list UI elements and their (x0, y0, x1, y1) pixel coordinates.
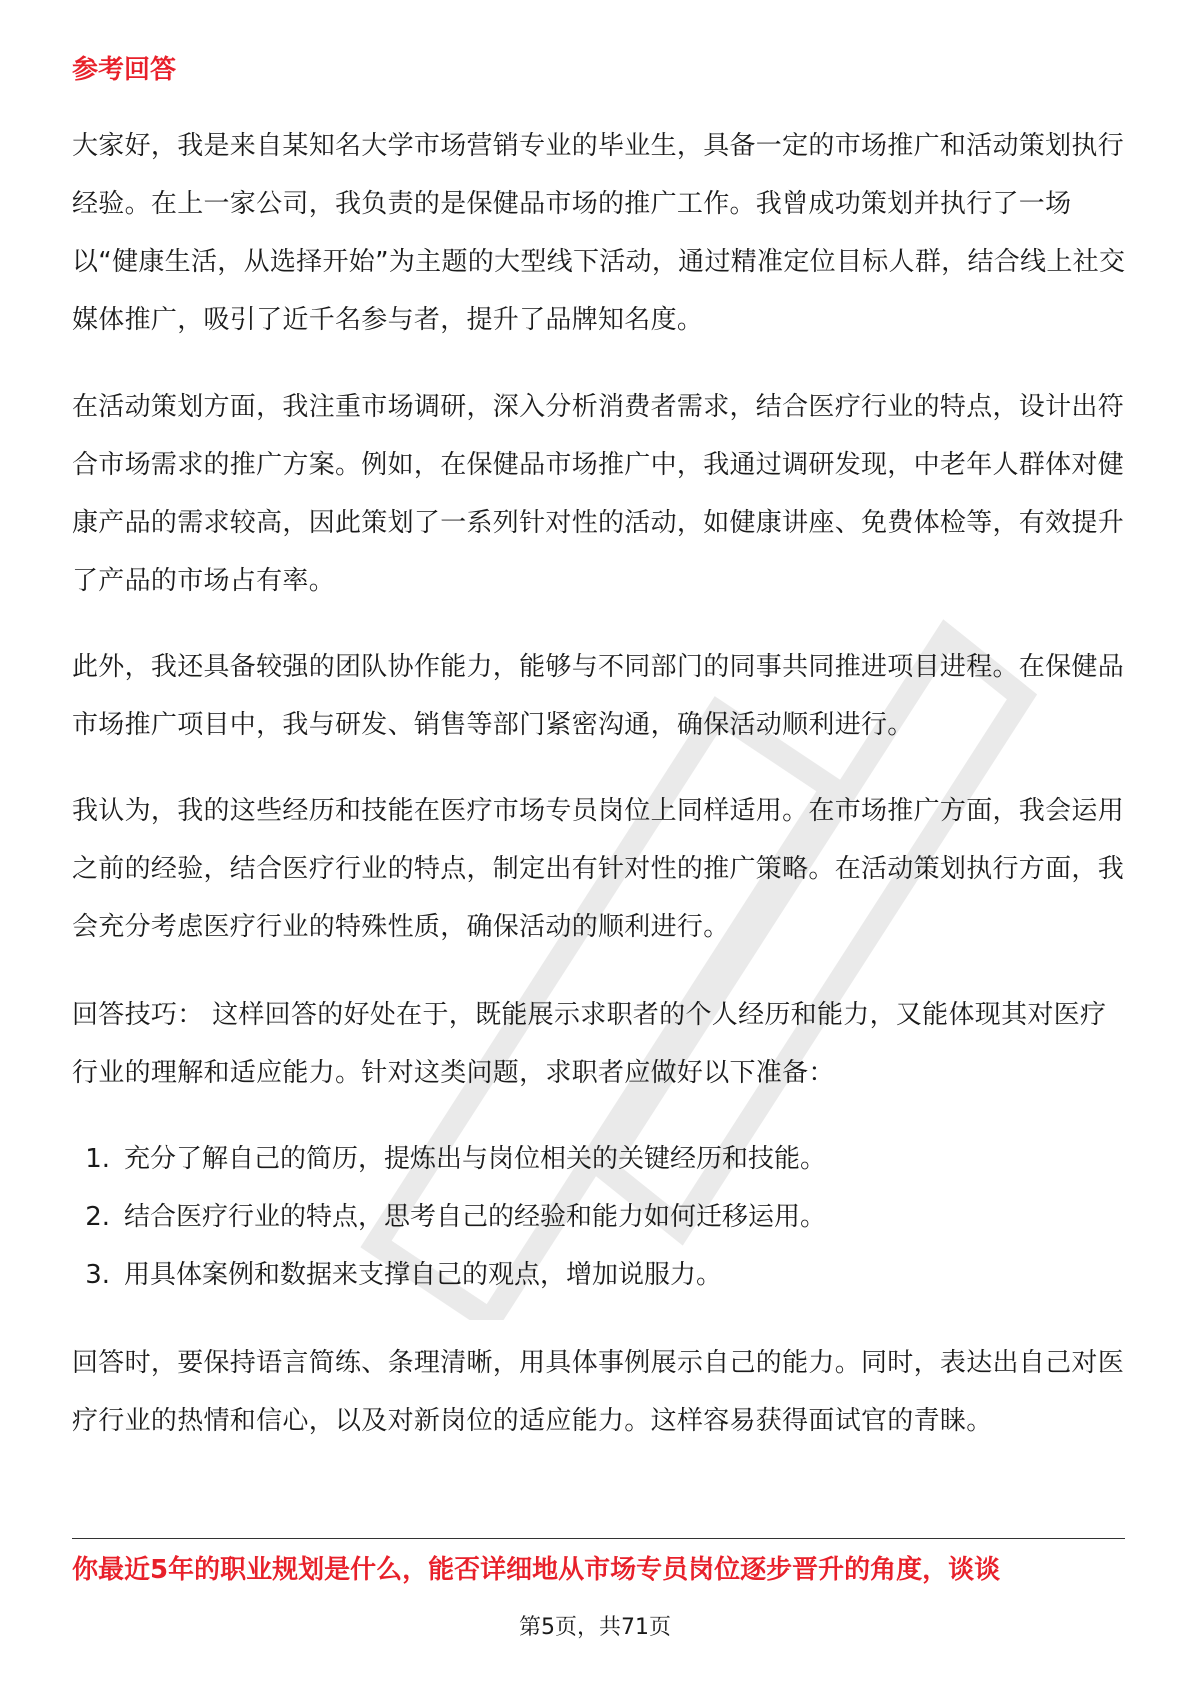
list-item-number: 2. (85, 1202, 110, 1232)
page-number: 第5页，共71页 (519, 1615, 671, 1640)
section-divider (72, 1538, 1125, 1539)
list-item-number: 3. (85, 1260, 110, 1290)
list-item (72, 1188, 1127, 1246)
answer-tips-intro: 回答技巧： 这样回答的好处在于，既能展示求职者的个人经历和能力，又能体现其对医疗行业的理解和适应能力。针对这类问题，求职者应做好以下准备： (72, 1000, 1107, 1088)
tips-list (72, 1130, 1127, 1304)
list-item-number: 1. (85, 1144, 110, 1174)
list-item-text: 结合医疗行业的特点，思考自己的经验和能力如何迁移运用。 (124, 1202, 827, 1232)
list-item (72, 1246, 1127, 1304)
list-item-text: 用具体案例和数据来支撑自己的观点，增加说服力。 (124, 1260, 723, 1290)
answer-paragraph-2: 在活动策划方面，我注重市场调研，深入分析消费者需求，结合医疗行业的特点，设计出符合市场需求的推广方案。例如，在保健品市场推广中，我通过调研发现，中老年人群体对健康产品的需求较高，因此策划了一系列针对性的活动，如健康讲座、免费体检等，有效提升了产品的市场占有率。 (72, 392, 1125, 596)
answer-paragraph-3: 此外，我还具备较强的团队协作能力，能够与不同部门的同事共同推进项目进程。在保健品市场推广项目中，我与研发、销售等部门紧密沟通，确保活动顺利进行。 (72, 652, 1125, 740)
next-question-heading: 你最近5年的职业规划是什么，能否详细地从市场专员岗位逐步晋升的角度，谈谈 (72, 1555, 1001, 1585)
list-item-text: 充分了解自己的简历，提炼出与岗位相关的关键经历和技能。 (124, 1144, 827, 1174)
section-heading: 参考回答 (72, 55, 177, 85)
answer-paragraph-4: 我认为，我的这些经历和技能在医疗市场专员岗位上同样适用。在市场推广方面，我会运用之前的经验，结合医疗行业的特点，制定出有针对性的推广策略。在活动策划执行方面，我会充分考虑医疗行业的特殊性质，确保活动的顺利进行。 (72, 796, 1125, 942)
list-item (72, 1130, 1127, 1188)
answer-closing-paragraph: 回答时，要保持语言简练、条理清晰，用具体事例展示自己的能力。同时，表达出自己对医疗行业的热情和信心，以及对新岗位的适应能力。这样容易获得面试官的青睐。 (72, 1348, 1125, 1436)
answer-paragraph-1: 大家好，我是来自某知名大学市场营销专业的毕业生，具备一定的市场推广和活动策划执行经验。在上一家公司，我负责的是保健品市场的推广工作。我曾成功策划并执行了一场以“健康生活，从选择开始”为主题的大型线下活动，通过精准定位目标人群，结合线上社交媒体推广，吸引了近千名参与者，提升了品牌知名度。 (72, 131, 1126, 335)
